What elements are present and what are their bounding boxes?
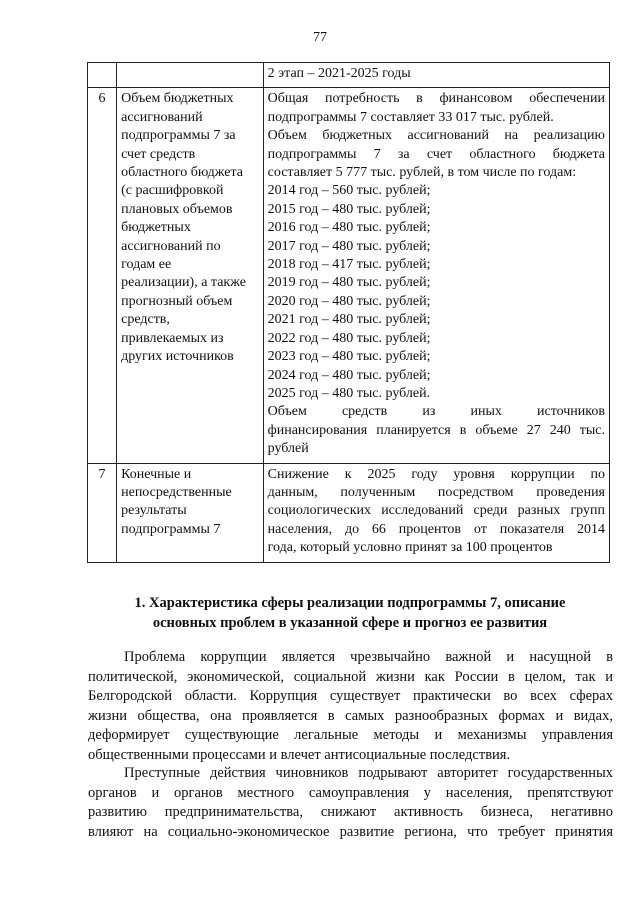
results-line: года, который условно принят за 100 процентов <box>267 540 553 556</box>
label-line: областного бюджета <box>121 165 244 181</box>
year-amount-line: 2022 год – 480 тыс. рублей; <box>267 330 431 346</box>
label-line: прогнозный объем <box>121 293 233 309</box>
paragraph-2 <box>88 764 613 842</box>
paragraph-line: деформирует существующие легальные методы и механизмы управления <box>88 727 613 744</box>
label-line: годам ее <box>121 257 172 273</box>
label-line: подпрограммы 7 <box>121 521 221 537</box>
total-need-line: Общая потребность в финансовом обеспечении <box>267 91 605 107</box>
year-amount-line: 2018 год – 417 тыс. рублей; <box>267 257 431 273</box>
label-line: ассигнований <box>121 109 203 125</box>
other-sources-line: рублей <box>267 441 309 457</box>
label-line: привлекаемых из <box>121 330 224 346</box>
label-line: Объем бюджетных <box>121 91 234 107</box>
year-amount-line: 2024 год – 480 тыс. рублей; <box>267 367 431 383</box>
label-line: непосредственные <box>121 484 232 500</box>
label-line: средств, <box>121 312 170 328</box>
row-number-cell: 6 <box>88 88 117 463</box>
year-amount-line: 2017 год – 480 тыс. рублей; <box>267 238 431 254</box>
results-content-cell <box>263 463 609 562</box>
label-line: счет средств <box>121 146 196 162</box>
regional-budget-line: составляет 5 777 тыс. рублей, в том числе по годам: <box>267 165 577 181</box>
label-line: подпрограммы 7 за <box>121 128 236 144</box>
paragraph-1 <box>88 648 613 766</box>
heading-line: 1. Характеристика сферы реализации подпрограммы 7, описание <box>134 595 566 611</box>
paragraph-line: развитию предпринимательства, снижают активность бизнеса, негативно <box>88 804 613 821</box>
table-row <box>88 63 610 88</box>
heading-line: основных проблем в указанной сфере и прогноз ее развития <box>152 615 548 631</box>
label-line: результаты <box>121 503 187 519</box>
budget-label-cell <box>117 88 264 463</box>
year-amount-line: 2020 год – 480 тыс. рублей; <box>267 293 431 309</box>
paragraph-line: Преступные действия чиновников подрывают авторитет государственных <box>124 765 613 781</box>
year-amount-line: 2014 год – 560 тыс. рублей; <box>267 183 431 199</box>
year-amount-line: 2016 год – 480 тыс. рублей; <box>267 220 431 236</box>
regional-budget-line: подпрограммы 7 за счет областного бюджета <box>267 146 605 162</box>
paragraph-line: органов и органов местного самоуправления у населения, препятствуют <box>88 784 613 801</box>
total-need-line: подпрограммы 7 составляет 33 017 тыс. рублей. <box>267 109 554 125</box>
results-line: социологических исследований среди разных групп <box>267 503 605 519</box>
stage-2-text: 2 этап – 2021-2025 годы <box>267 66 411 81</box>
results-line: населения, до 66 процентов от показателя 2014 <box>267 521 605 537</box>
table-row <box>88 88 610 463</box>
results-line: Снижение к 2025 году уровня коррупции по <box>267 466 605 482</box>
paragraph-line: политической, экономической, социальной жизни как России в целом, так и <box>88 668 613 685</box>
table-row <box>88 463 610 562</box>
regional-budget-line: Объем бюджетных ассигнований на реализацию <box>267 128 605 144</box>
row-number-cell <box>88 63 117 88</box>
year-amount-line: 2025 год – 480 тыс. рублей. <box>267 385 431 401</box>
year-amount-line: 2021 год – 480 тыс. рублей; <box>267 312 431 328</box>
paragraph-line: Белгородской области. Коррупция существует практически во всех сферах <box>88 688 613 705</box>
subprogram-passport-table <box>87 62 610 563</box>
year-amount-line: 2019 год – 480 тыс. рублей; <box>267 275 431 291</box>
other-sources-line: Объем средств из иных источников <box>267 404 605 420</box>
results-label-cell <box>117 463 264 562</box>
label-line: реализации), а также <box>121 275 246 291</box>
label-line: других источников <box>121 349 234 365</box>
stage-2-cell <box>263 63 609 88</box>
paragraph-line: жизни общества, она проявляется в самых разнообразных формах и видах, <box>88 707 613 724</box>
other-sources-line: финансирования планируется в объеме 27 240 тыс. <box>267 422 605 438</box>
paragraph-line: влияют на социально-экономическое развитие региона, что требует принятия <box>88 823 613 840</box>
year-amount-line: 2023 год – 480 тыс. рублей; <box>267 349 431 365</box>
label-line: ассигнований по <box>121 238 221 254</box>
budget-content-cell <box>263 88 609 463</box>
label-line: плановых объемов <box>121 201 233 217</box>
year-amount-line: 2015 год – 480 тыс. рублей; <box>267 201 431 217</box>
label-line: (с расшифровкой <box>121 183 224 199</box>
results-line: данным, полученным посредством проведения <box>267 484 605 500</box>
section-heading <box>88 593 612 633</box>
paragraph-line: общественными процессами и влечет антисоциальные последствия. <box>88 746 511 763</box>
label-line: бюджетных <box>121 220 191 236</box>
row-label-cell <box>117 63 264 88</box>
paragraph-line: Проблема коррупции является чрезвычайно важной и насущной в <box>124 649 613 665</box>
label-line: Конечные и <box>121 466 192 482</box>
row-number-cell: 7 <box>88 463 117 562</box>
page-number: 77 <box>313 30 327 45</box>
